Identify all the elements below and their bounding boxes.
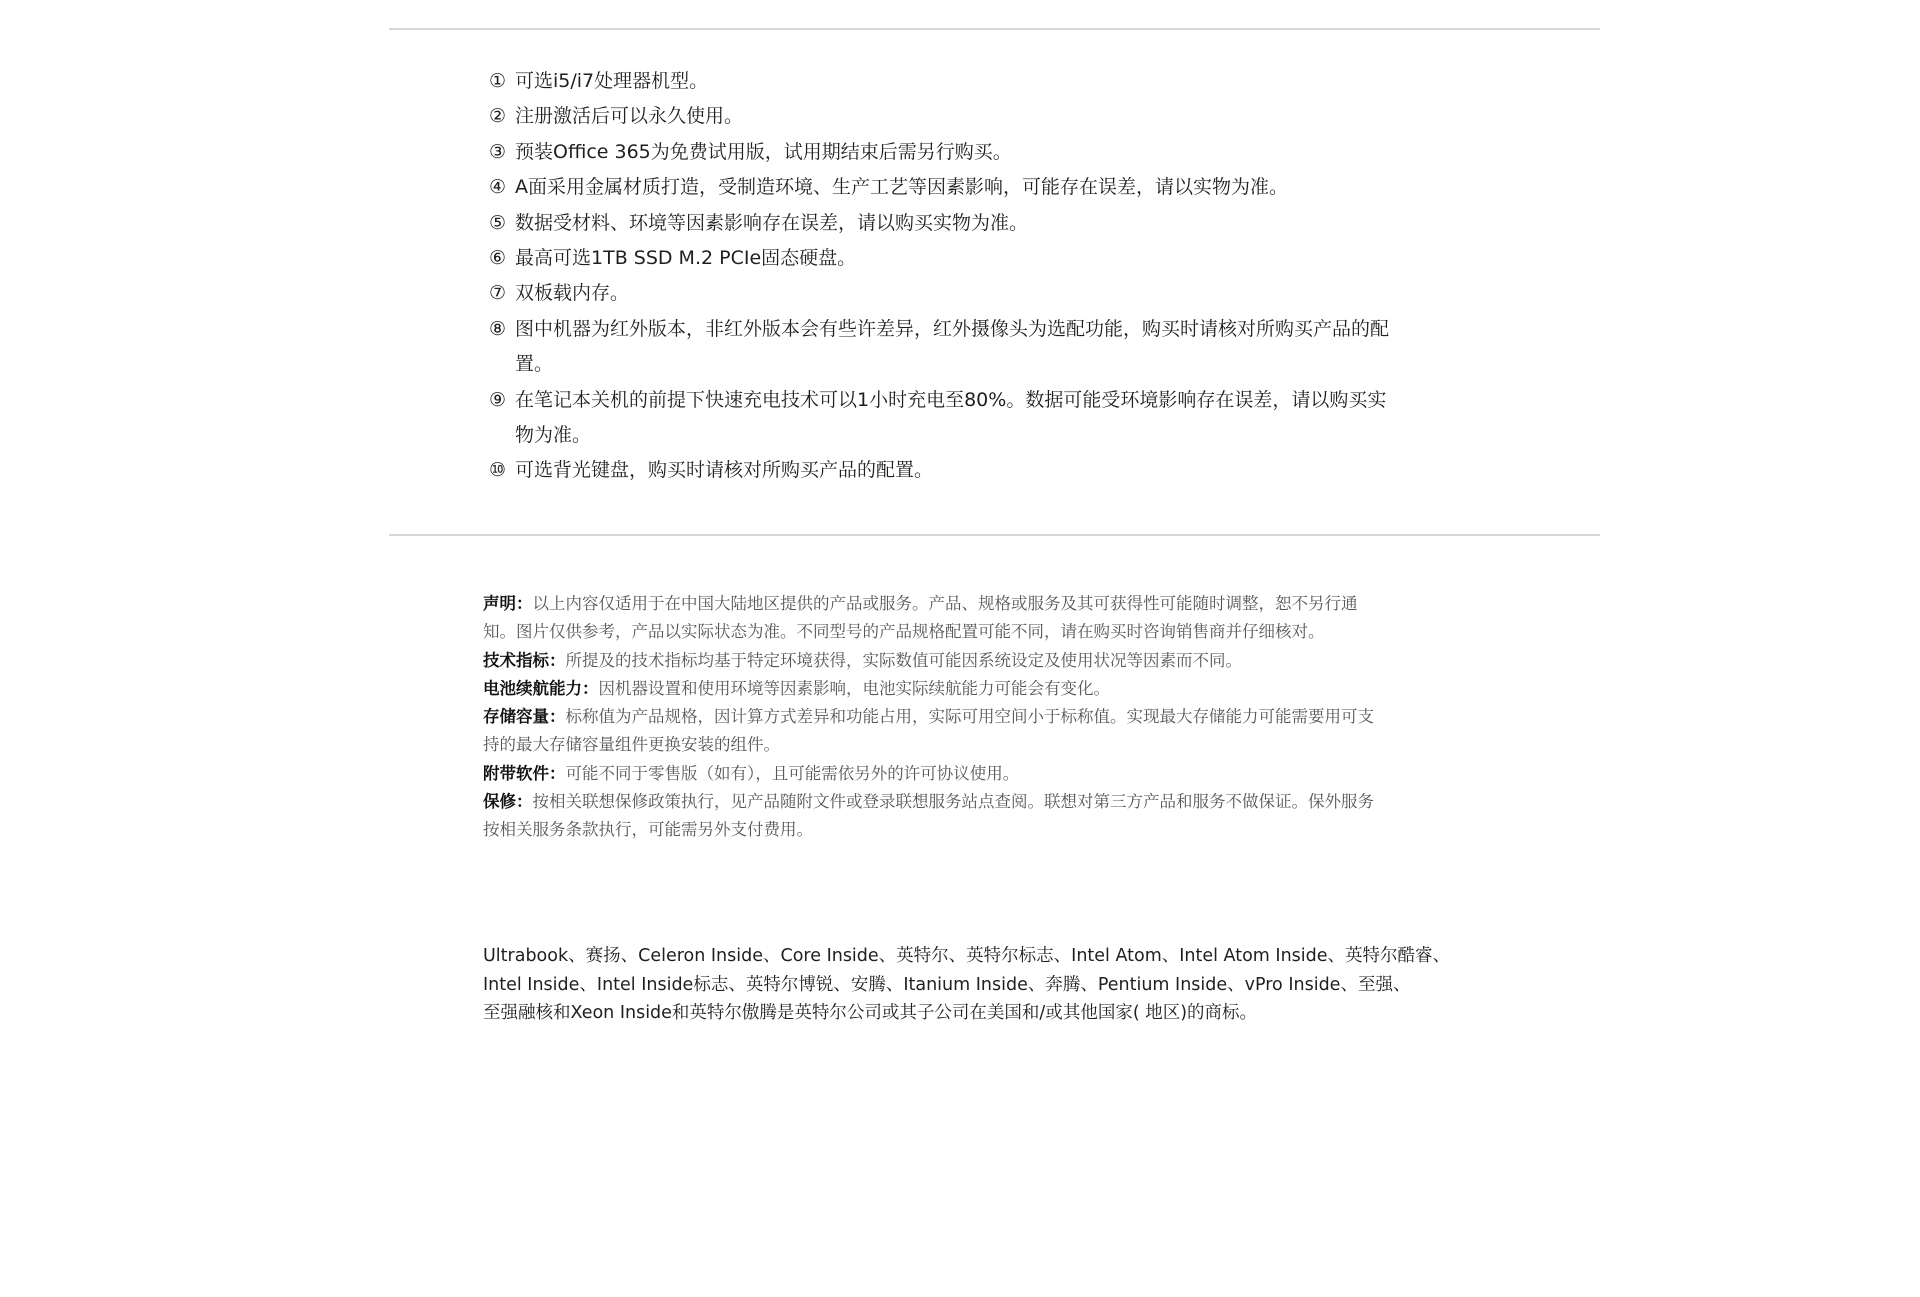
footnote-item bbox=[489, 453, 1389, 488]
footnote-number: ① bbox=[489, 70, 507, 92]
footnote-text: 可选背光键盘，购买时请核对所购买产品的配置。 bbox=[515, 459, 934, 482]
footnote-text: 图中机器为红外版本，非红外版本会有些许差异，红外摄像头为选配功能，购买时请核对所购买产品的配置。 bbox=[515, 317, 1390, 376]
footnote-number: ④ bbox=[489, 176, 507, 199]
footnote-number: ⑥ bbox=[489, 247, 507, 270]
footnote-number: ⑩ bbox=[489, 459, 507, 482]
disclaimer-label: 保修： bbox=[483, 792, 533, 812]
footnote-item bbox=[489, 276, 1389, 311]
footnote-text: 注册激活后可以永久使用。 bbox=[515, 105, 744, 128]
footnote-item bbox=[489, 170, 1389, 205]
footnote-item bbox=[489, 383, 1389, 454]
footnote-item bbox=[489, 64, 1389, 99]
disclaimer-storage bbox=[483, 703, 1378, 760]
footnote-item bbox=[489, 206, 1389, 241]
footnote-text: 数据受材料、环境等因素影响存在误差，请以购买实物为准。 bbox=[515, 211, 1029, 234]
disclaimer-text: 按相关联想保修政策执行，见产品随附文件或登录联想服务站点查阅。联想对第三方产品和服务不做保证。保外服务按相关服务条款执行，可能需另外支付费用。 bbox=[483, 792, 1374, 840]
footnote-number: ⑧ bbox=[489, 317, 507, 340]
disclaimer-battery bbox=[483, 675, 1378, 703]
footnote-text: 预装Office 365为免费试用版，试用期结束后需另行购买。 bbox=[515, 140, 1012, 163]
top-divider bbox=[389, 28, 1600, 30]
footnote-number: ③ bbox=[489, 140, 507, 163]
footnote-text: 在笔记本关机的前提下快速充电技术可以1小时充电至80%。数据可能受环境影响存在误差，请以购买实物为准。 bbox=[515, 388, 1387, 447]
disclaimer-label: 技术指标： bbox=[483, 650, 566, 670]
disclaimer-software bbox=[483, 760, 1378, 788]
disclaimer-tech-specs bbox=[483, 647, 1378, 675]
trademark-line: 至强融核和Xeon Inside和英特尔傲腾是英特尔公司或其子公司在美国和/或其他国家( 地区)的商标。 bbox=[483, 1003, 1258, 1023]
disclaimer-text: 因机器设置和使用环境等因素影响，电池实际续航能力可能会有变化。 bbox=[598, 678, 1110, 698]
footnote-item bbox=[489, 312, 1389, 383]
footnote-item bbox=[489, 135, 1389, 170]
disclaimer-label: 声明： bbox=[483, 594, 533, 613]
footnote-text: 最高可选1TB SSD M.2 PCIe固态硬盘。 bbox=[515, 247, 857, 270]
disclaimer-label: 附带软件： bbox=[483, 763, 566, 783]
disclaimer-text: 所提及的技术指标均基于特定环境获得，实际数值可能因系统设定及使用状况等因素而不同。 bbox=[565, 650, 1242, 670]
footnote-number: ② bbox=[489, 105, 507, 128]
footnote-item bbox=[489, 99, 1389, 134]
trademark-line: Intel Inside、Intel Inside标志、英特尔博锐、安腾、Itanium Inside、奔腾、Pentium Inside、vPro Inside、至强、 bbox=[483, 974, 1411, 995]
disclaimer-label: 电池续航能力： bbox=[483, 678, 599, 698]
section-divider bbox=[389, 534, 1600, 536]
disclaimer-warranty bbox=[483, 788, 1378, 845]
disclaimer-text: 标称值为产品规格，因计算方式差异和功能占用，实际可用空间小于标称值。实现最大存储能力可能需要用可支持的最大存储容量组件更换安装的组件。 bbox=[483, 707, 1374, 755]
disclaimer-statement bbox=[483, 590, 1378, 647]
disclaimer-text: 以上内容仅适用于在中国大陆地区提供的产品或服务。产品、规格或服务及其可获得性可能随时调整，恕不另行通知。图片仅供参考，产品以实际状态为准。不同型号的产品规格配置可能不同，请在购买时咨询销售商并仔细核对。 bbox=[483, 594, 1358, 642]
trademark-notice bbox=[483, 942, 1513, 1028]
footnote-text: 可选i5/i7处理器机型。 bbox=[515, 70, 709, 92]
footnote-item bbox=[489, 241, 1389, 276]
trademark-line: Ultrabook、赛扬、Celeron Inside、Core Inside、英特尔、英特尔标志、Intel Atom、Intel Atom Inside、英特尔酷睿、 bbox=[483, 946, 1451, 966]
footnote-list bbox=[489, 64, 1389, 489]
disclaimer-label: 存储容量： bbox=[483, 707, 566, 727]
footnote-number: ⑨ bbox=[489, 388, 507, 411]
footnote-text: A面采用金属材质打造，受制造环境、生产工艺等因素影响，可能存在误差，请以实物为准。 bbox=[515, 176, 1288, 199]
footnote-text: 双板载内存。 bbox=[515, 282, 630, 305]
footnote-number: ⑦ bbox=[489, 282, 507, 305]
footnote-number: ⑤ bbox=[489, 211, 507, 234]
disclaimer-section bbox=[483, 590, 1378, 845]
disclaimer-text: 可能不同于零售版（如有），且可能需依另外的许可协议使用。 bbox=[565, 763, 1020, 783]
